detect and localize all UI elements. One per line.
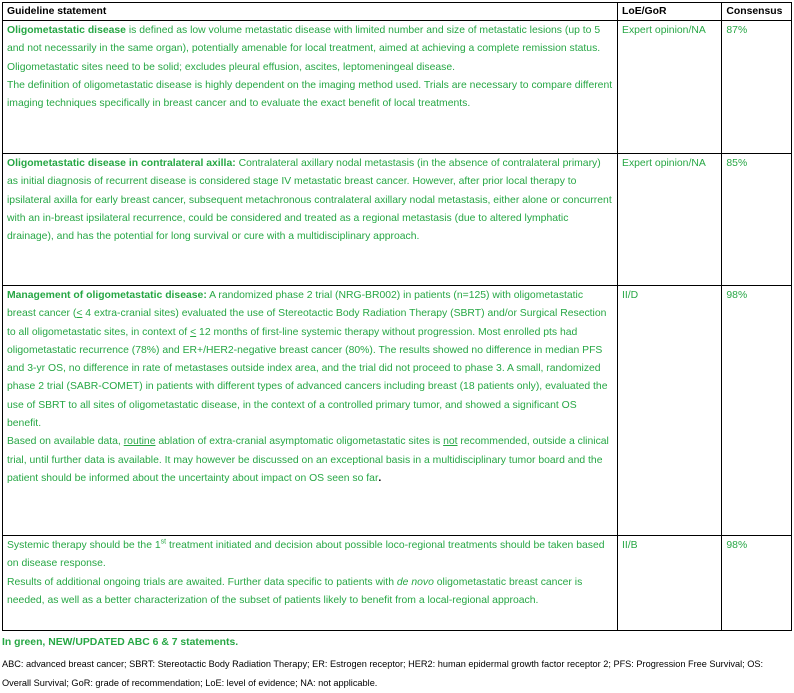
guideline-table [2,2,792,631]
less-equal-sign: < [76,308,83,320]
header-statement: Guideline statement [3,3,618,21]
consensus-cell: 87% [722,21,792,154]
consensus-cell: 85% [722,154,792,286]
less-equal-sign: < [190,326,197,338]
consensus-cell: 98% [722,536,792,631]
loe-cell: II/B [618,536,722,631]
abbreviations-footnote: ABC: advanced breast cancer; SBRT: Stereotactic Body Radiation Therapy; ER: Estrogen receptor; HER2: human epidermal growth factor receptor 2; PFS: Progression Free Survival; OS: Overall Survival; GoR: grade of recommendation; LoE: level of evidence; NA: not applicable. [2,659,764,688]
statement-heading: Management of oligometastatic disease: [7,290,207,301]
statement-paragraph: Systemic therapy should be the 1st treatment initiated and decision about possible loco-regional treatments should be taken based on disease response. [7,538,605,570]
underlined-word: routine [123,436,156,448]
header-loe: LoE/GoR [618,3,722,21]
loe-cell: Expert opinion/NA [618,21,722,154]
underlined-word: not [443,436,458,448]
statement-paragraph: Management of oligometastatic disease: A randomized phase 2 trial (NRG-BR002) in patients (n=125) with oligometastatic breast cancer (< 4 extra-cranial sites) evaluated the use of Stereotactic Body Radiation Therapy (SBRT) and/or Surgical Resection to all oligometastatic sites, in context of < 12 months of first-line systemic therapy without progression. Most enrolled pts had oligometastatic recurrence (78%) and ER+/HER2-negative breast cancer (80%). The results showed no difference in median PFS and 3-yr OS, no difference in rate of metastases outside index area, and the trial did not proceed to phase 3. A small, randomized phase 2 trial (SABR-COMET) in patients with different types of advanced cancers including breast (18 patients only), evaluated the use of SBRT to all sites of oligometastatic disease, in the context of a controlled primary tumor, and showed a significant OS benefit. [7,290,608,430]
green-legend: In green, NEW/UPDATED ABC 6 & 7 statements. [2,637,239,648]
table-header-row [3,3,792,21]
table-row [3,536,792,631]
statement-heading: Oligometastatic disease [7,25,126,36]
statement-paragraph [7,155,613,246]
table-row [3,154,792,286]
loe-cell: II/D [618,286,722,536]
statement-paragraph: Results of additional ongoing trials are awaited. Further data specific to patients with de novo oligometastatic breast cancer is needed, as well as a better characterization of the subset of patients likely to benefit from a local-regional approach. [7,576,583,606]
statement-heading: Oligometastatic disease in contralateral axilla: [7,158,236,169]
statement-cell [3,286,618,536]
statement-cell [3,154,618,286]
table-notes [2,634,792,693]
statement-cell [3,21,618,154]
statement-text: is defined as low volume metastatic disease with limited number and size of metastatic lesions (up to 5 and not necessarily in the same organ), potentially amenable for local treatment, aimed at achieving a complete remission status. Oligometastatic sites need to be solid; excludes pleural effusion, ascites, leptomeningeal disease. [7,25,601,73]
table-row [3,286,792,536]
statement-paragraph: The definition of oligometastatic disease is highly dependent on the imaging method used. Trials are necessary to compare different imaging techniques specifically in breast cancer and to evaluate the exact benefit of local treatments. [7,79,613,110]
loe-cell: Expert opinion/NA [618,154,722,286]
statement-text: Contralateral axillary nodal metastasis (in the absence of contralateral primary) as initial diagnosis of recurrent disease is considered stage IV metastatic breast cancer. However, after prior local therapy to ipsilateral axilla for early breast cancer, subsequent metachronous contralateral axillary nodal metastasis, either alone or concurrent with an in-breast ipsilateral recurrence, could be considered and treated as a regional metastasis (due to altered lymphatic drainage), and has the potential for long survival or cure with a multidisciplinary approach. [7,158,612,243]
table-row [3,21,792,154]
consensus-cell: 98% [722,286,792,536]
header-consensus: Consensus [722,3,792,21]
statement-cell [3,536,618,631]
statement-paragraph [7,22,613,77]
statement-paragraph: Based on available data, routine ablation of extra-cranial asymptomatic oligometastatic sites is not recommended, outside a clinical trial, until further data is available. It may however be discussed on an exceptional basis in a multidisciplinary tumor board and the patient should be informed about the uncertainty about impact on OS seen so far. [7,436,609,484]
